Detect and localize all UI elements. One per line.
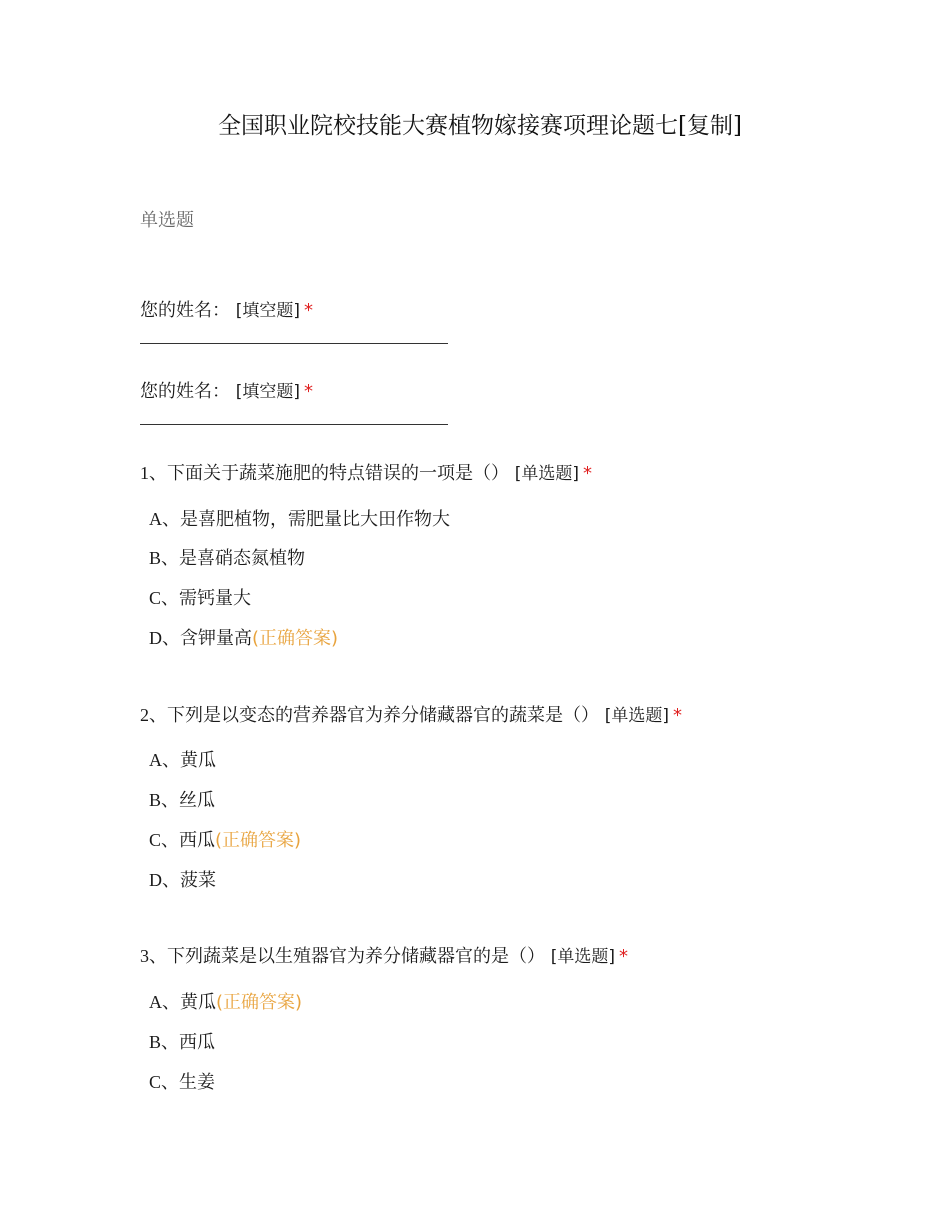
option-text: 是喜肥植物，需肥量比大田作物大 (180, 509, 450, 530)
option-q1-d[interactable] (149, 626, 338, 651)
option-text: 西瓜 (179, 1032, 216, 1053)
question-text: 下列是以变态的营养器官为养分储藏器官的蔬菜是（） (167, 705, 599, 726)
option-letter: A、 (149, 750, 180, 770)
correct-answer-mark: (正确答案) (216, 992, 303, 1013)
option-q2-a[interactable] (149, 748, 216, 773)
option-q2-d[interactable] (149, 868, 216, 893)
required-mark: * (304, 300, 313, 321)
fill-field-label: 您的姓名： (140, 381, 230, 402)
option-text: 生姜 (179, 1072, 216, 1093)
name-input-line[interactable] (140, 424, 448, 425)
option-q1-a[interactable] (149, 507, 450, 532)
option-q2-b[interactable] (149, 788, 215, 813)
fill-field-label-line (140, 299, 840, 323)
option-text: 西瓜 (179, 830, 216, 851)
fill-field (140, 380, 840, 425)
option-letter: A、 (149, 509, 180, 529)
option-letter: D、 (149, 870, 180, 890)
option-letter: C、 (149, 1072, 180, 1092)
question-text: 下面关于蔬菜施肥的特点错误的一项是（） (167, 463, 509, 484)
page-title: 全国职业院校技能大赛植物嫁接赛项理论题七[复制] (218, 113, 742, 139)
option-text: 菠菜 (180, 870, 216, 891)
option-letter: B、 (149, 548, 180, 568)
option-q3-b[interactable] (149, 1030, 215, 1055)
fill-field-label: 您的姓名： (140, 300, 230, 321)
section-label: 单选题 (140, 210, 194, 231)
fill-field (140, 299, 840, 344)
question-text-line (140, 461, 840, 486)
correct-answer-mark: (正确答案) (252, 628, 339, 649)
option-q2-c[interactable] (149, 828, 301, 853)
question-type-tag: [单选题] (550, 947, 615, 967)
option-letter: C、 (149, 830, 180, 850)
question-text-line (140, 703, 840, 728)
option-text: 含钾量高 (180, 628, 252, 649)
required-mark: * (583, 463, 592, 484)
option-text: 是喜硝态氮植物 (179, 548, 306, 569)
option-letter: B、 (149, 1032, 180, 1052)
question-type-tag: [单选题] (514, 464, 579, 484)
question-type-tag: [单选题] (604, 706, 669, 726)
required-mark: * (619, 946, 628, 967)
question-type-tag: [填空题] (235, 382, 300, 402)
option-q1-b[interactable] (149, 546, 305, 571)
option-q1-c[interactable] (149, 586, 251, 611)
question-number: 1、 (140, 463, 167, 483)
correct-answer-mark: (正确答案) (215, 830, 302, 851)
option-letter: C、 (149, 588, 180, 608)
option-text: 黄瓜 (180, 750, 216, 771)
question-number: 3、 (140, 946, 167, 966)
question-text-line (140, 944, 840, 969)
required-mark: * (304, 381, 313, 402)
question-text: 下列蔬菜是以生殖器官为养分储藏器官的是（） (167, 946, 545, 967)
question-3 (140, 944, 840, 969)
question-2 (140, 703, 840, 728)
required-mark: * (673, 705, 682, 726)
name-input-line[interactable] (140, 343, 448, 344)
question-type-tag: [填空题] (235, 301, 300, 321)
option-text: 需钙量大 (179, 588, 252, 609)
option-letter: A、 (149, 992, 180, 1012)
question-1 (140, 461, 840, 486)
option-letter: B、 (149, 790, 180, 810)
question-number: 2、 (140, 705, 167, 725)
option-text: 黄瓜 (180, 992, 216, 1013)
option-text: 丝瓜 (179, 790, 216, 811)
fill-field-label-line (140, 380, 840, 404)
option-q3-c[interactable] (149, 1070, 215, 1095)
option-letter: D、 (149, 628, 180, 648)
option-q3-a[interactable] (149, 990, 302, 1015)
